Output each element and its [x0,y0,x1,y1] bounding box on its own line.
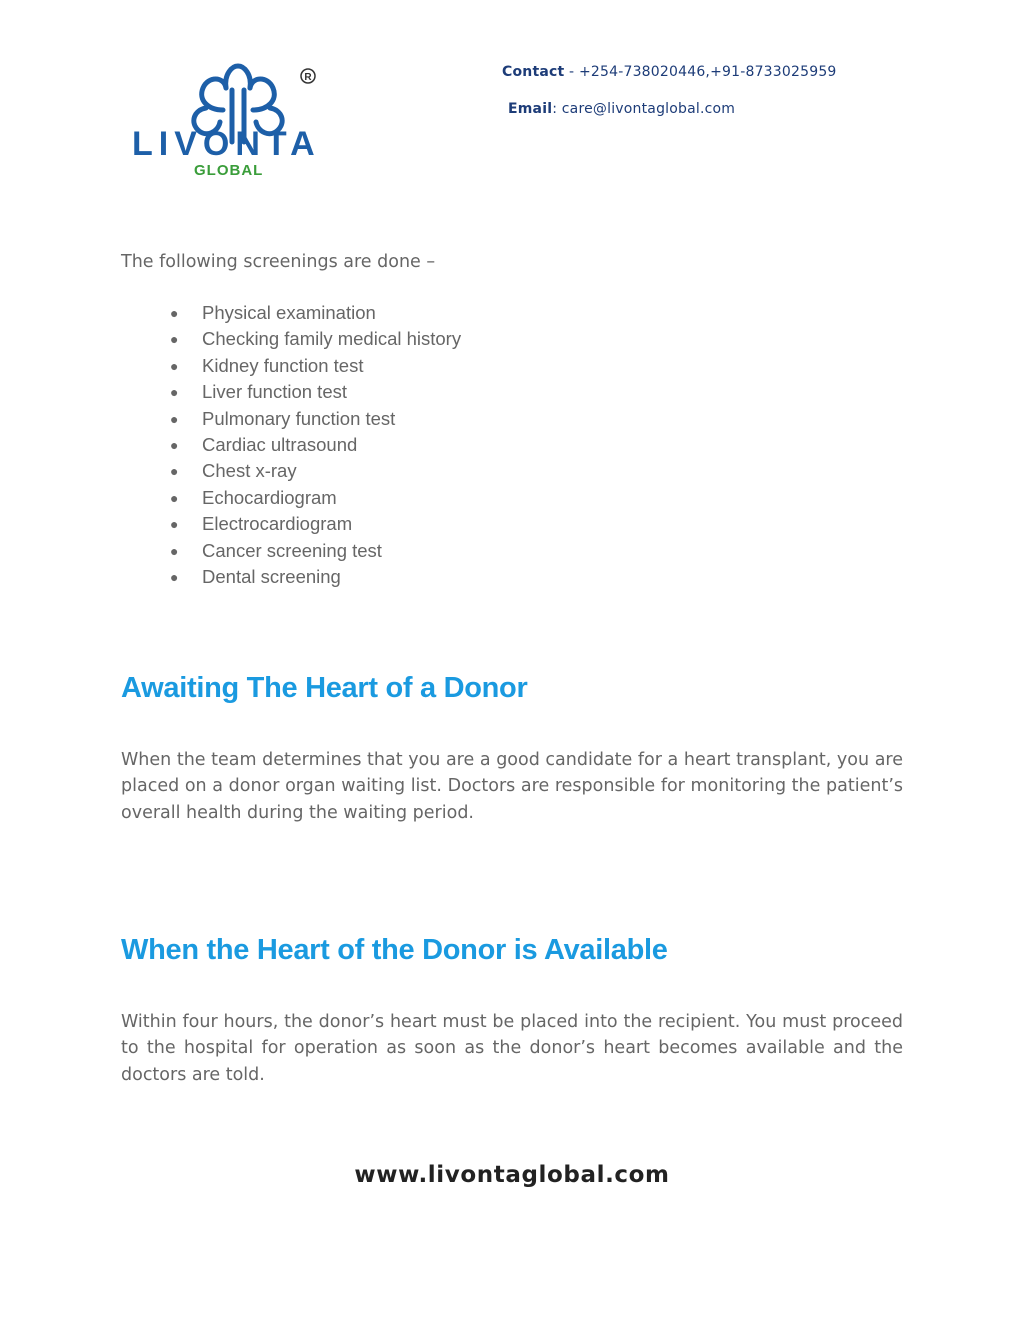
list-item-label: Chest x-ray [202,460,297,482]
list-item [168,432,461,458]
list-item-label: Pulmonary function test [202,407,396,429]
registered-mark: R [304,72,312,83]
list-item-label: Cancer screening test [202,539,382,561]
bullet-icon: ● [170,410,179,427]
bullet-icon: ● [170,305,179,321]
list-item-label: Electrocardiogram [202,513,353,535]
bullet-icon: ● [170,568,179,585]
email-separator: : [552,101,562,117]
logo-wordmark: LIVONTA [132,125,321,163]
list-item-label: Physical examination [202,302,376,323]
livonta-logo [128,60,348,180]
contact-phone[interactable]: +254-738020446,+91-8733025959 [578,64,837,80]
section-body-awaiting: When the team determines that you are a good candidate for a heart transplant, you are placed on a donor organ waiting list. Doctors are responsible for monitoring the patient’s overall health during the waiting period. [121,750,903,823]
list-item [168,538,461,564]
list-item [168,406,461,432]
list-item-label: Cardiac ultrasound [202,433,358,455]
bullet-icon: ● [170,463,179,480]
email-label: Email [508,101,553,117]
website-link[interactable]: www.livontaglobal.com [354,1162,670,1188]
contact-line [502,63,837,81]
contact-separator: - [564,64,579,80]
bullet-icon: ● [170,357,179,374]
list-item [168,379,461,405]
list-item [168,511,461,537]
bullet-icon: ● [170,436,179,453]
section-heading-available: When the Heart of the Donor is Available [121,934,668,966]
list-item-label: Checking family medical history [202,328,462,350]
email-address[interactable]: care@livontaglobal.com [561,101,736,117]
logo-subword: GLOBAL [194,162,264,179]
bullet-icon: ● [170,489,179,506]
bullet-icon: ● [170,542,179,559]
screenings-list [168,300,461,590]
section-heading-awaiting: Awaiting The Heart of a Donor [121,672,528,704]
list-item [168,326,461,352]
list-item [168,485,461,511]
email-line [508,100,735,118]
list-item-label: Dental screening [202,565,341,587]
section-body-available: Within four hours, the donor’s heart must be placed into the recipient. You must proceed to the hospital for operation as soon as the donor’s heart becomes available and the doctors are told. [121,1012,903,1085]
list-item [168,353,461,379]
bullet-icon: ● [170,516,179,533]
list-item-label: Liver function test [202,381,347,403]
list-item [168,300,461,326]
list-item [168,458,461,484]
bullet-icon: ● [170,331,179,348]
contact-label: Contact [502,64,565,80]
list-item-label: Kidney function test [202,354,364,376]
list-item-label: Echocardiogram [202,486,337,508]
bullet-icon: ● [170,384,179,401]
screenings-intro: The following screenings are done – [121,252,436,272]
livonta-logo-icon [128,60,348,180]
list-item [168,564,461,590]
